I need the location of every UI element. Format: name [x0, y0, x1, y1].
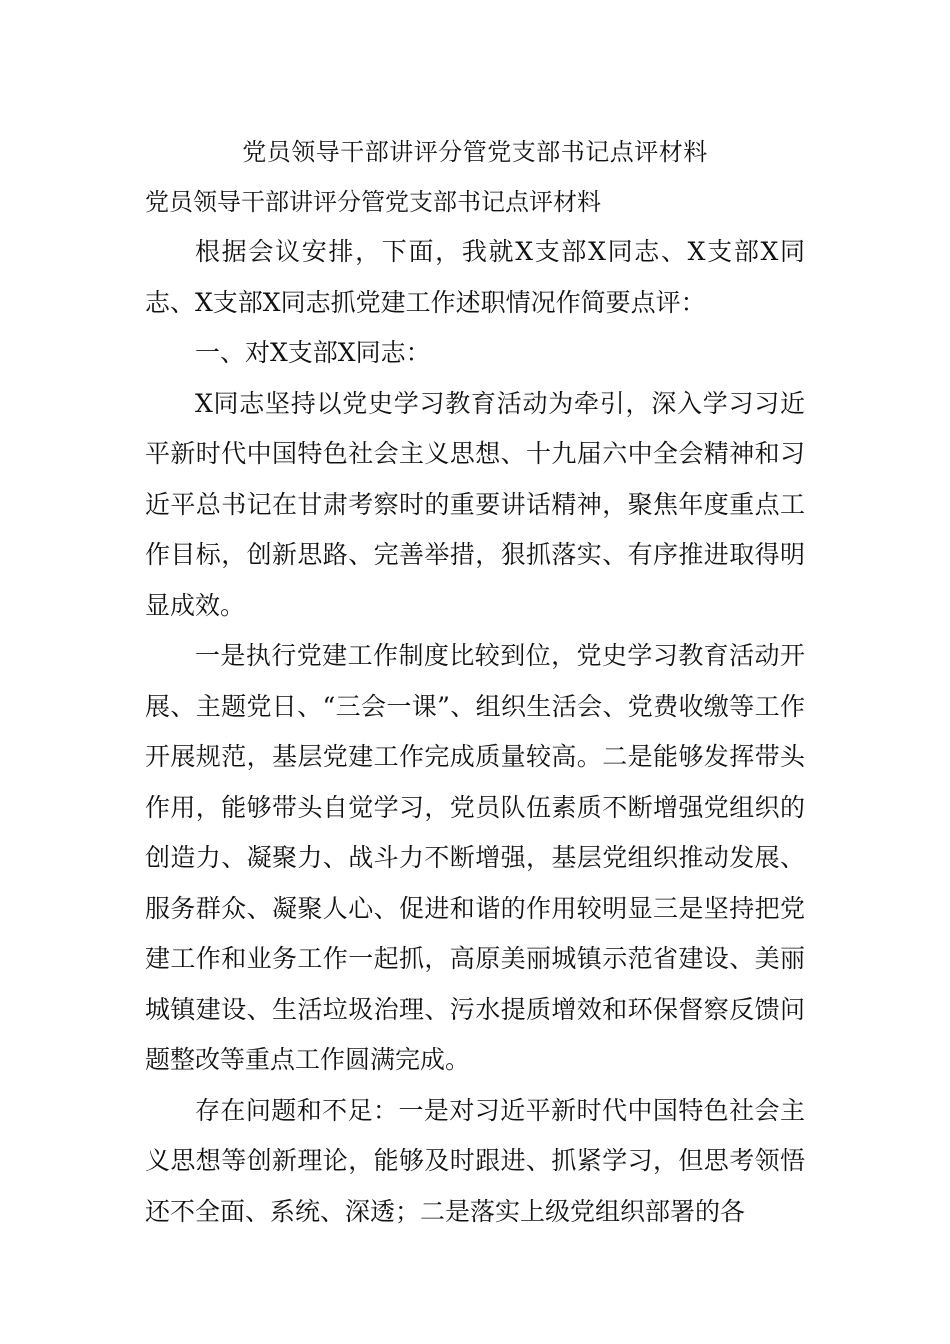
paragraph-section-heading: 一、对X支部X同志： [195, 338, 431, 367]
paragraph-intro: 根据会议安排，下面，我就X支部X同志、X支部X同志、X支部X同志抓党建工作述职情况作简要点评： [145, 237, 805, 317]
document-body [145, 227, 805, 1237]
paragraph-problems: 存在问题和不足：一是对习近平新时代中国特色社会主义思想等创新理论，能够及时跟进、抓紧学习，但思考领悟还不全面、系统、深透；二是落实上级党组织部署的各 [145, 1095, 805, 1226]
paragraph-achievements: 一是执行党建工作制度比较到位，党史学习教育活动开展、主题党日、“三会一课”、组织生活会、党费收缴等工作开展规范，基层党建工作完成质量较高。二是能够发挥带头作用，能够带头自觉学习，党员队伍素质不断增强党组织的创造力、凝聚力、战斗力不断增强，基层党组织推动发展、服务群众、凝聚人心、促进和谐的作用较明显三是坚持把党建工作和业务工作一起抓，高原美丽城镇示范省建设、美丽城镇建设、生活垃圾治理、污水提质增效和环保督察反馈问题整改等重点工作圆满完成。 [145, 641, 805, 1074]
paragraph-summary: X同志坚持以党史学习教育活动为牵引，深入学习习近平新时代中国特色社会主义思想、十九届六中全会精神和习近平总书记在甘肃考察时的重要讲话精神，聚焦年度重点工作目标，创新思路、完善举措，狠抓落实、有序推进取得明显成效。 [145, 388, 805, 620]
document-title: 党员领导干部讲评分管党支部书记点评材料 [242, 138, 708, 166]
document-subtitle: 党员领导干部讲评分管党支部书记点评材料 [145, 188, 601, 216]
